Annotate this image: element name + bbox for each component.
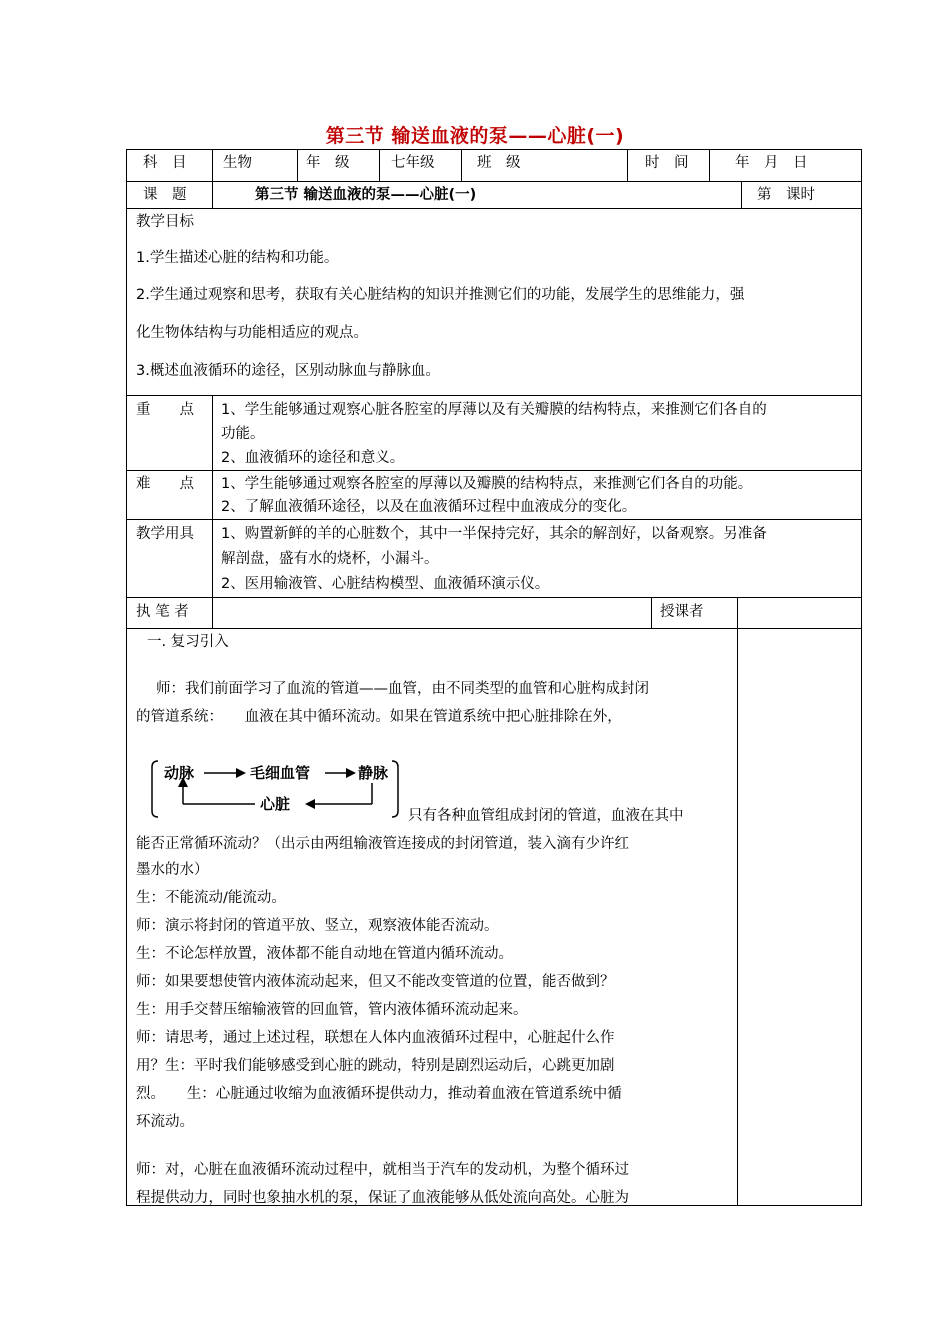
objective-2: 2.学生通过观察和思考，获取有关心脏结构的知识并推测它们的功能，发展学生的思维能力，强 (136, 287, 745, 303)
diagram-artery-label: 动脉 (164, 764, 195, 782)
lesson-line-9: 师：如果要想使管内液体流动起来，但又不能改变管道的位置，能否做到？ (136, 974, 615, 990)
lesson-line-13: 烈。 生：心脏通过收缩为血液循环提供动力，推动着血液在管道系统中循 (136, 1086, 622, 1102)
diagram-capillary-label: 毛细血管 (250, 764, 311, 782)
lesson-line-6: 生：不能流动/能流动。 (136, 890, 286, 906)
lesson-line-2: 的管道系统： 血液在其中循环流动。如果在管道系统中把心脏排除在外， (136, 709, 622, 725)
objective-2-cont: 化生物体结构与功能相适应的观点。 (136, 325, 368, 341)
lesson-line-7: 师：演示将封闭的管道平放、竖立，观察液体能否流动。 (136, 918, 499, 934)
grade-label: 年 级 (306, 155, 350, 171)
period-value: 第 课时 (757, 187, 815, 203)
diagram-heart-label: 心脏 (260, 795, 291, 813)
key-points-label: 重 点 (136, 402, 194, 418)
tools-label: 教学用具 (136, 526, 194, 542)
lesson-line-16: 程提供动力，同时也象抽水机的泵，保证了血液能够从低处流向高处。心脏为 (136, 1190, 629, 1206)
difficulty-line-2: 2、了解血液循环途径，以及在血液循环过程中血液成分的变化。 (221, 499, 637, 515)
subject-value: 生物 (223, 155, 252, 171)
key-point-line-3: 2、血液循环的途径和意义。 (221, 450, 405, 466)
lesson-line-10: 生：用手交替压缩输液管的回血管，管内液体循环流动起来。 (136, 1002, 528, 1018)
subject-label: 科 目 (143, 155, 187, 171)
time-label: 时 间 (645, 155, 689, 171)
tools-line-1: 1、购置新鲜的羊的心脏数个，其中一半保持完好，其余的解剖好，以备观察。另准备 (221, 526, 767, 542)
key-point-line-2: 功能。 (221, 426, 265, 442)
circulation-diagram (150, 759, 400, 819)
tools-line-3: 2、医用输液管、心脏结构模型、血液循环演示仪。 (221, 576, 550, 592)
objective-1: 1.学生描述心脏的结构和功能。 (136, 250, 339, 266)
lesson-line-5: 墨水的水） (136, 862, 209, 878)
difficulties-label: 难 点 (136, 476, 194, 492)
difficulty-line-1: 1、学生能够通过观察各腔室的厚薄以及瓣膜的结构特点，来推测它们各自的功能。 (221, 476, 753, 492)
lesson-line-3: 只有各种血管组成封闭的管道，血液在其中 (408, 808, 684, 824)
lesson-line-14: 环流动。 (136, 1114, 194, 1130)
objective-3: 3.概述血液循环的途径，区别动脉血与静脉血。 (136, 363, 440, 379)
objectives-heading: 教学目标 (136, 214, 194, 230)
lesson-line-12: 用？生：平时我们能够感受到心脏的跳动，特别是剧烈运动后，心跳更加剧 (136, 1058, 615, 1074)
lesson-line-4: 能否正常循环流动？（出示由两组输液管连接成的封闭管道，装入滴有少许红 (136, 836, 629, 852)
topic-value: 第三节 输送血液的泵——心脏(一) (255, 187, 477, 203)
lesson-line-8: 生：不论怎样放置，液体都不能自动地在管道内循环流动。 (136, 946, 513, 962)
lesson-line-15: 师：对，心脏在血液循环流动过程中，就相当于汽车的发动机，为整个循环过 (136, 1162, 629, 1178)
diagram-vein-label: 静脉 (358, 764, 389, 782)
topic-label: 课 题 (143, 187, 187, 203)
grade-value: 七年级 (391, 155, 435, 171)
tools-line-2: 解剖盘，盛有水的烧杯，小漏斗。 (221, 551, 439, 567)
lesson-line-11: 师：请思考，通过上述过程，联想在人体内血液循环过程中，心脏起什么作 (136, 1030, 615, 1046)
class-label: 班 级 (477, 155, 521, 171)
time-value: 年 月 日 (735, 155, 808, 171)
writer-label: 执 笔 者 (136, 604, 189, 620)
document-title: 第三节 输送血液的泵——心脏(一) (325, 125, 625, 147)
teacher-label: 授课者 (660, 604, 704, 620)
key-point-line-1: 1、学生能够通过观察心脏各腔室的厚薄以及有关瓣膜的结构特点，来推测它们各自的 (221, 402, 767, 418)
lesson-section-heading: 一. 复习引入 (147, 634, 229, 650)
lesson-line-1: 师：我们前面学习了血流的管道——血管，由不同类型的血管和心脏构成封闭 (156, 681, 649, 697)
